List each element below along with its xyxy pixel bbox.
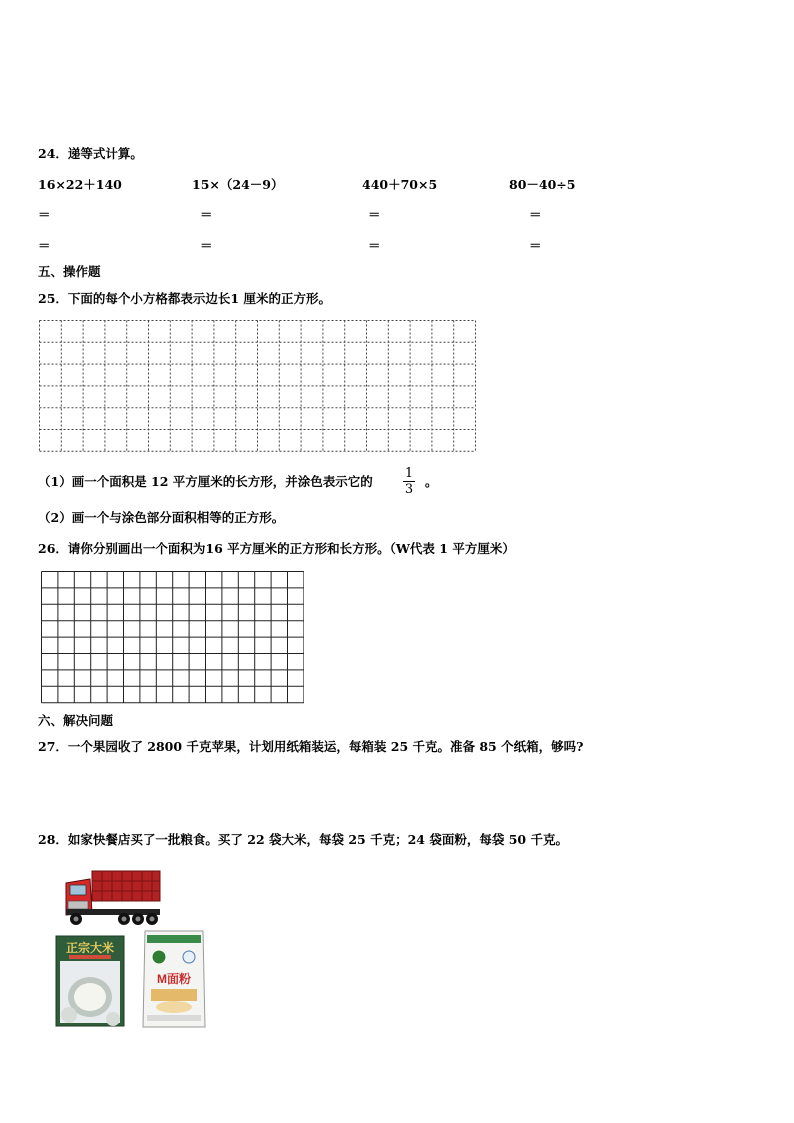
q27-title: 27．一个果园收了 2800 千克苹果，计划用纸箱装运，每箱装 25 千克。准备 85 个纸箱，够吗?	[38, 739, 584, 754]
rice-label: 正宗大米	[65, 941, 115, 955]
q25-title: 25．下面的每个小方格都表示边长1 厘米的正方形。	[38, 291, 331, 306]
rice-bag-image	[55, 935, 125, 1027]
q24-expression-1: 16×22＋140	[38, 177, 122, 192]
q24-eq-sign: ＝	[38, 207, 51, 222]
q26-title: 26．请你分别画出一个面积为16 平方厘米的正方形和长方形。（W代表 1 平方厘米）	[38, 541, 515, 556]
q24-title: 24．递等式计算。	[38, 146, 143, 161]
q24-eq-sign: ＝	[200, 207, 213, 222]
q25-dotted-grid	[39, 320, 477, 453]
q24-expression-4: 80－40÷5	[509, 177, 576, 192]
q24-eq-sign: ＝	[368, 238, 381, 253]
q24-eq-sign: ＝	[38, 238, 51, 253]
q24-eq-sign: ＝	[200, 238, 213, 253]
fraction-numerator: 1	[404, 466, 414, 481]
q25-part1-text: （1）画一个面积是 12 平方厘米的长方形，并涂色表示它的	[38, 474, 373, 489]
flour-label: M面粉	[157, 972, 191, 986]
q25-part1-end: 。	[425, 474, 438, 489]
q25-part2-text: （2）画一个与涂色部分面积相等的正方形。	[38, 510, 285, 525]
q24-eq-sign: ＝	[529, 238, 542, 253]
section-6-title: 六、解决问题	[38, 713, 114, 728]
q24-eq-sign: ＝	[368, 207, 381, 222]
fraction-denominator: 3	[404, 482, 414, 497]
q24-eq-sign: ＝	[529, 207, 542, 222]
flour-bag-image	[141, 925, 207, 1031]
q26-solid-grid	[41, 571, 304, 704]
section-5-title: 五、操作题	[38, 264, 101, 279]
q24-expression-2: 15×（24－9）	[192, 177, 284, 192]
q25-fraction	[403, 467, 415, 496]
q24-expression-3: 440＋70×5	[362, 177, 438, 192]
truck-image	[62, 863, 162, 933]
q28-title: 28．如家快餐店买了一批粮食。买了 22 袋大米，每袋 25 千克；24 袋面粉，每袋 50 千克。	[38, 832, 568, 847]
